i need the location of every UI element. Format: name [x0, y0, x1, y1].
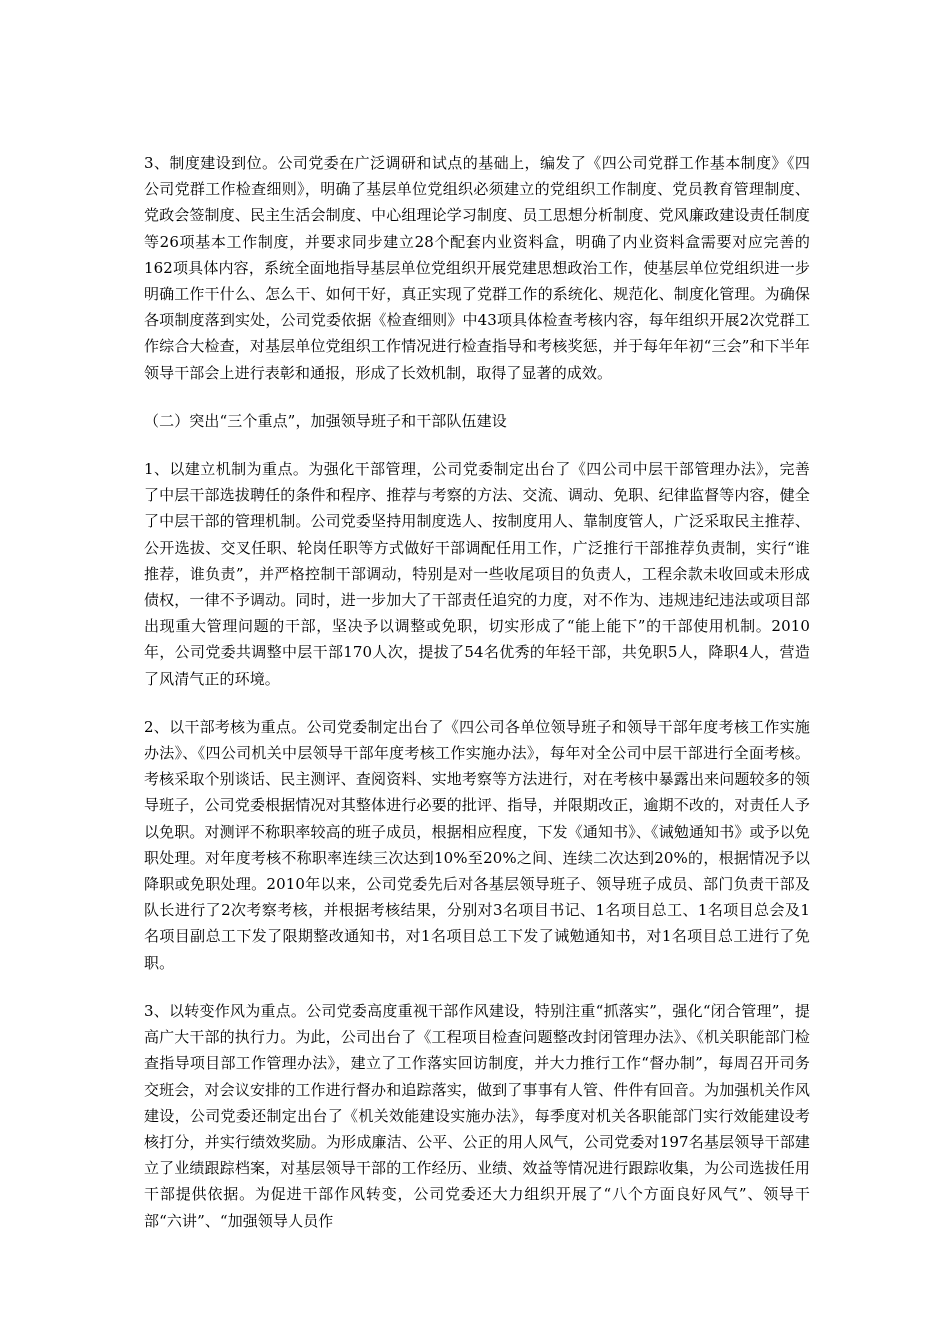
paragraph-work-style: 3、以转变作风为重点。公司党委高度重视干部作风建设，特别注重“抓落实”，强化“闭合管理”，提高广大干部的执行力。为此，公司出台了《工程项目检查问题整改封闭管理办法》、《机关职能部门检查指导项目部工作管理办法》，建立了工作落实回访制度，并大力推行工作“督办制”，每周召开司务交班会，对会议安排的工作进行督办和追踪落实，做到了事事有人管、件件有回音。为加强机关作风建设，公司党委还制定出台了《机关效能建设实施办法》，每季度对机关各职能部门实行效能建设考核打分，并实行绩效奖励。为形成廉洁、公平、公正的用人风气，公司党委对197名基层领导干部建立了业绩跟踪档案，对基层领导干部的工作经历、业绩、效益等情况进行跟踪收集，为公司选拔任用干部提供依据。为促进干部作风转变，公司党委还大力组织开展了“八个方面良好风气”、领导干部“六讲”、“加强领导人员作 — [144, 1001, 810, 1230]
paragraph-mechanism: 1、以建立机制为重点。为强化干部管理，公司党委制定出台了《四公司中层干部管理办法》，完善了中层干部选拔聘任的条件和程序、推荐与考察的方法、交流、调动、免职、纪律监督等内容，健全了中层干部的管理机制。公司党委坚持用制度选人、按制度用人、靠制度管人，广泛采取民主推荐、公开选拔、交叉任职、轮岗任职等方式做好干部调配任用工作，广泛推行干部推荐负责制，实行“谁推荐，谁负责”，并严格控制干部调动，特别是对一些收尾项目的负责人，工程余款未收回或未形成债权，一律不予调动。同时，进一步加大了干部责任追究的力度，对不作为、违规违纪违法或项目部出现重大管理问题的干部，坚决予以调整或免职，切实形成了“能上能下”的干部使用机制。2010年，公司党委共调整中层干部170人次，提拔了54名优秀的年轻干部，共免职5人，降职4人，营造了风清气正的环境。 — [144, 460, 810, 688]
paragraph-system-building: 3、制度建设到位。公司党委在广泛调研和试点的基础上，编发了《四公司党群工作基本制度》《四公司党群工作检查细则》，明确了基层单位党组织必须建立的党组织工作制度、党员教育管理制度、党政会签制度、民主生活会制度、中心组理论学习制度、员工思想分析制度、党风廉政建设责任制度等26项基本工作制度，并要求同步建立28个配套内业资料盒，明确了内业资料盒需要对应完善的162项具体内容，系统全面地指导基层单位党组织开展党建思想政治工作，使基层单位党组织进一步明确工作干什么、怎么干、如何干好，真正实现了党群工作的系统化、规范化、制度化管理。为确保各项制度落到实处，公司党委依据《检查细则》中43项具体检查考核内容，每年组织开展2次党群工作综合大检查，对基层单位党组织工作情况进行检查指导和考核奖惩，并于每年年初“三会”和下半年领导干部会上进行表彰和通报，形成了长效机制，取得了显著的成效。 — [144, 154, 810, 382]
section-heading: （二）突出“三个重点”，加强领导班子和干部队伍建设 — [144, 411, 507, 430]
document-body — [144, 150, 810, 1256]
paragraph-assessment: 2、以干部考核为重点。公司党委制定出台了《四公司各单位领导班子和领导干部年度考核工作实施办法》、《四公司机关中层领导干部年度考核工作实施办法》，每年对全公司中层干部进行全面考核。考核采取个别谈话、民主测评、查阅资料、实地考察等方法进行，对在考核中暴露出来问题较多的领导班子，公司党委根据情况对其整体进行必要的批评、指导，并限期改正，逾期不改的，对责任人予以免职。对测评不称职率较高的班子成员，根据相应程度，下发《通知书》、《诫勉通知书》或予以免职处理。对年度考核不称职率连续三次达到10%至20%之间、连续二次达到20%的，根据情况予以降职或免职处理。2010年以来，公司党委先后对各基层领导班子、领导班子成员、部门负责干部及队长进行了2次考察考核，并根据考核结果，分别对3名项目书记、1名项目总工、1名项目总会及1名项目副总工下发了限期整改通知书，对1名项目总工下发了诫勉通知书，对1名项目总工进行了免职。 — [144, 717, 810, 972]
